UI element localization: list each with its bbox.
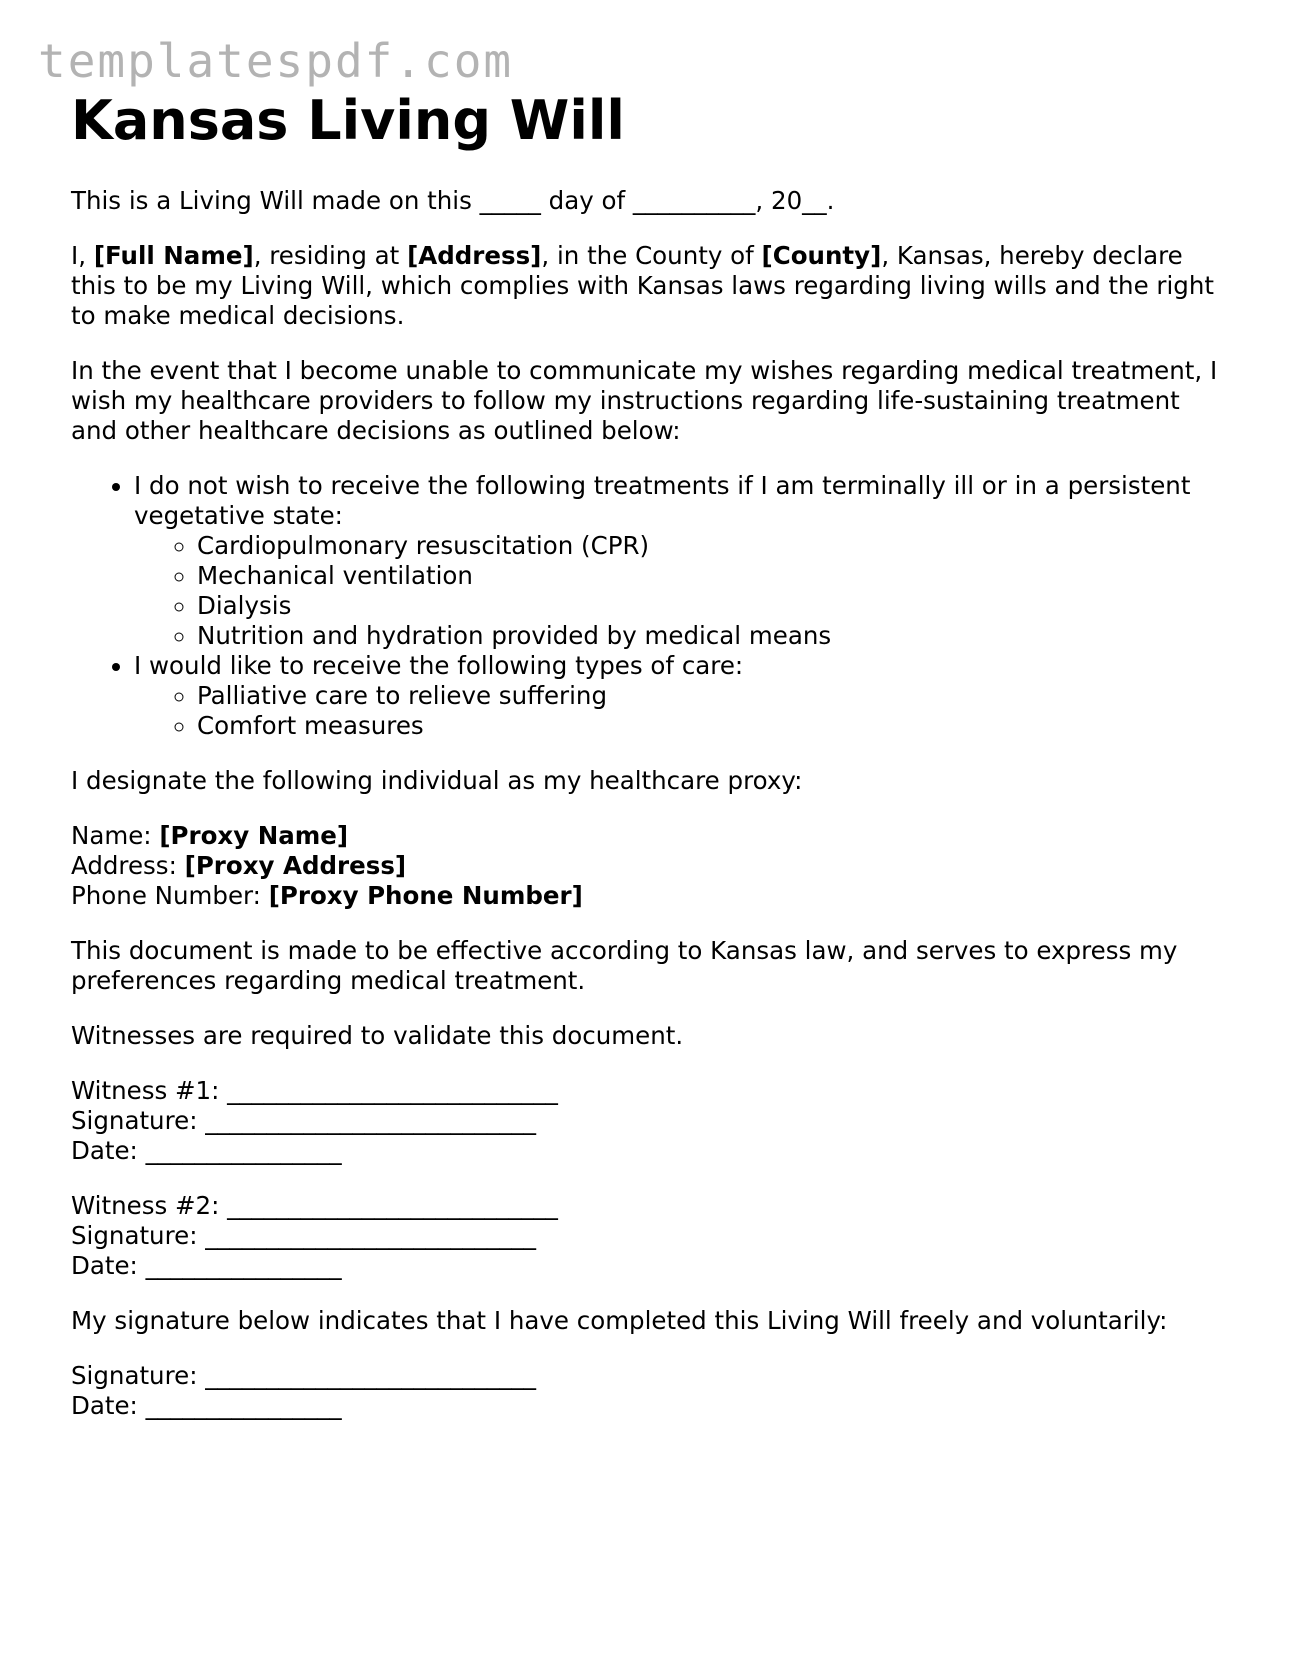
proxy-address-placeholder: [Proxy Address] bbox=[184, 851, 407, 880]
closing-statement: My signature below indicates that I have completed this Living Will freely and voluntarily: bbox=[71, 1306, 1168, 1335]
address-placeholder: [Address] bbox=[407, 241, 542, 270]
list-item: ◦ Nutrition and hydration provided by medical means bbox=[197, 621, 1231, 651]
proxy-name-placeholder: [Proxy Name] bbox=[159, 821, 349, 850]
declarant-signature-field[interactable]: Signature: ___________________________ bbox=[71, 1361, 536, 1390]
sub-list bbox=[134, 531, 1231, 651]
list-item bbox=[134, 651, 1231, 741]
instruction-text: I do not wish to receive the following treatments if I am terminally ill or in a persistent vegetative state: bbox=[134, 471, 1191, 530]
witness1-name-field[interactable]: Witness #1: ___________________________ bbox=[71, 1076, 558, 1105]
document-body bbox=[71, 90, 1231, 1446]
proxy-phone-label: Phone Number: bbox=[71, 881, 269, 910]
proxy-address-label: Address: bbox=[71, 851, 185, 880]
page-title: Kansas Living Will bbox=[71, 89, 625, 152]
list-item: ◦ Palliative care to relieve suffering bbox=[197, 681, 1231, 711]
declarant-signature-block bbox=[71, 1361, 1231, 1421]
proxy-name-line bbox=[71, 821, 1231, 851]
declaration-prefix: I, bbox=[71, 241, 94, 270]
list-item: ◦ Comfort measures bbox=[197, 711, 1231, 741]
county-placeholder: [County] bbox=[761, 241, 882, 270]
declaration-residing: , residing at bbox=[253, 241, 408, 270]
declaration-county-text: , in the County of bbox=[541, 241, 762, 270]
witness1-signature-field[interactable]: Signature: ___________________________ bbox=[71, 1106, 536, 1135]
list-item: ◦ Dialysis bbox=[197, 591, 1231, 621]
witness2-signature-field[interactable]: Signature: ___________________________ bbox=[71, 1221, 536, 1250]
witness1-block bbox=[71, 1076, 1231, 1166]
witness2-name-field[interactable]: Witness #2: ___________________________ bbox=[71, 1191, 558, 1220]
watermark: templatespdf.com bbox=[38, 34, 514, 88]
declarant-date-field[interactable]: Date: ________________ bbox=[71, 1391, 342, 1420]
list-item bbox=[134, 471, 1231, 651]
effective-paragraph: This document is made to be effective according to Kansas law, and serves to express my preferences regarding medical treatment. bbox=[71, 936, 1178, 995]
proxy-block bbox=[71, 821, 1231, 911]
full-name-placeholder: [Full Name] bbox=[93, 241, 254, 270]
witness2-date-field[interactable]: Date: ________________ bbox=[71, 1251, 342, 1280]
list-item: ◦ Mechanical ventilation bbox=[197, 561, 1231, 591]
proxy-phone-placeholder: [Proxy Phone Number] bbox=[268, 881, 583, 910]
proxy-name-label: Name: bbox=[71, 821, 160, 850]
sub-list bbox=[134, 681, 1231, 741]
witness2-block bbox=[71, 1191, 1231, 1281]
declaration-suffix: , Kansas, hereby declare this to be my Living Will, which complies with Kansas laws regarding living wills and the right to make medical decisions. bbox=[71, 241, 1214, 330]
instructions-list bbox=[71, 471, 1231, 741]
proxy-intro: I designate the following individual as my healthcare proxy: bbox=[71, 766, 803, 795]
declaration-paragraph bbox=[71, 241, 1231, 331]
witness-required: Witnesses are required to validate this document. bbox=[71, 1021, 684, 1050]
intro-line: This is a Living Will made on this _____ day of __________, 20__. bbox=[71, 186, 835, 215]
proxy-phone-line bbox=[71, 881, 1231, 911]
proxy-address-line bbox=[71, 851, 1231, 881]
list-item: ◦ Cardiopulmonary resuscitation (CPR) bbox=[197, 531, 1231, 561]
event-paragraph: In the event that I become unable to communicate my wishes regarding medical treatment, I wish my healthcare providers to follow my instructions regarding life-sustaining treatment and other healthcare decisions as outlined below: bbox=[71, 356, 1218, 445]
witness1-date-field[interactable]: Date: ________________ bbox=[71, 1136, 342, 1165]
instruction-text: I would like to receive the following types of care: bbox=[134, 651, 744, 680]
